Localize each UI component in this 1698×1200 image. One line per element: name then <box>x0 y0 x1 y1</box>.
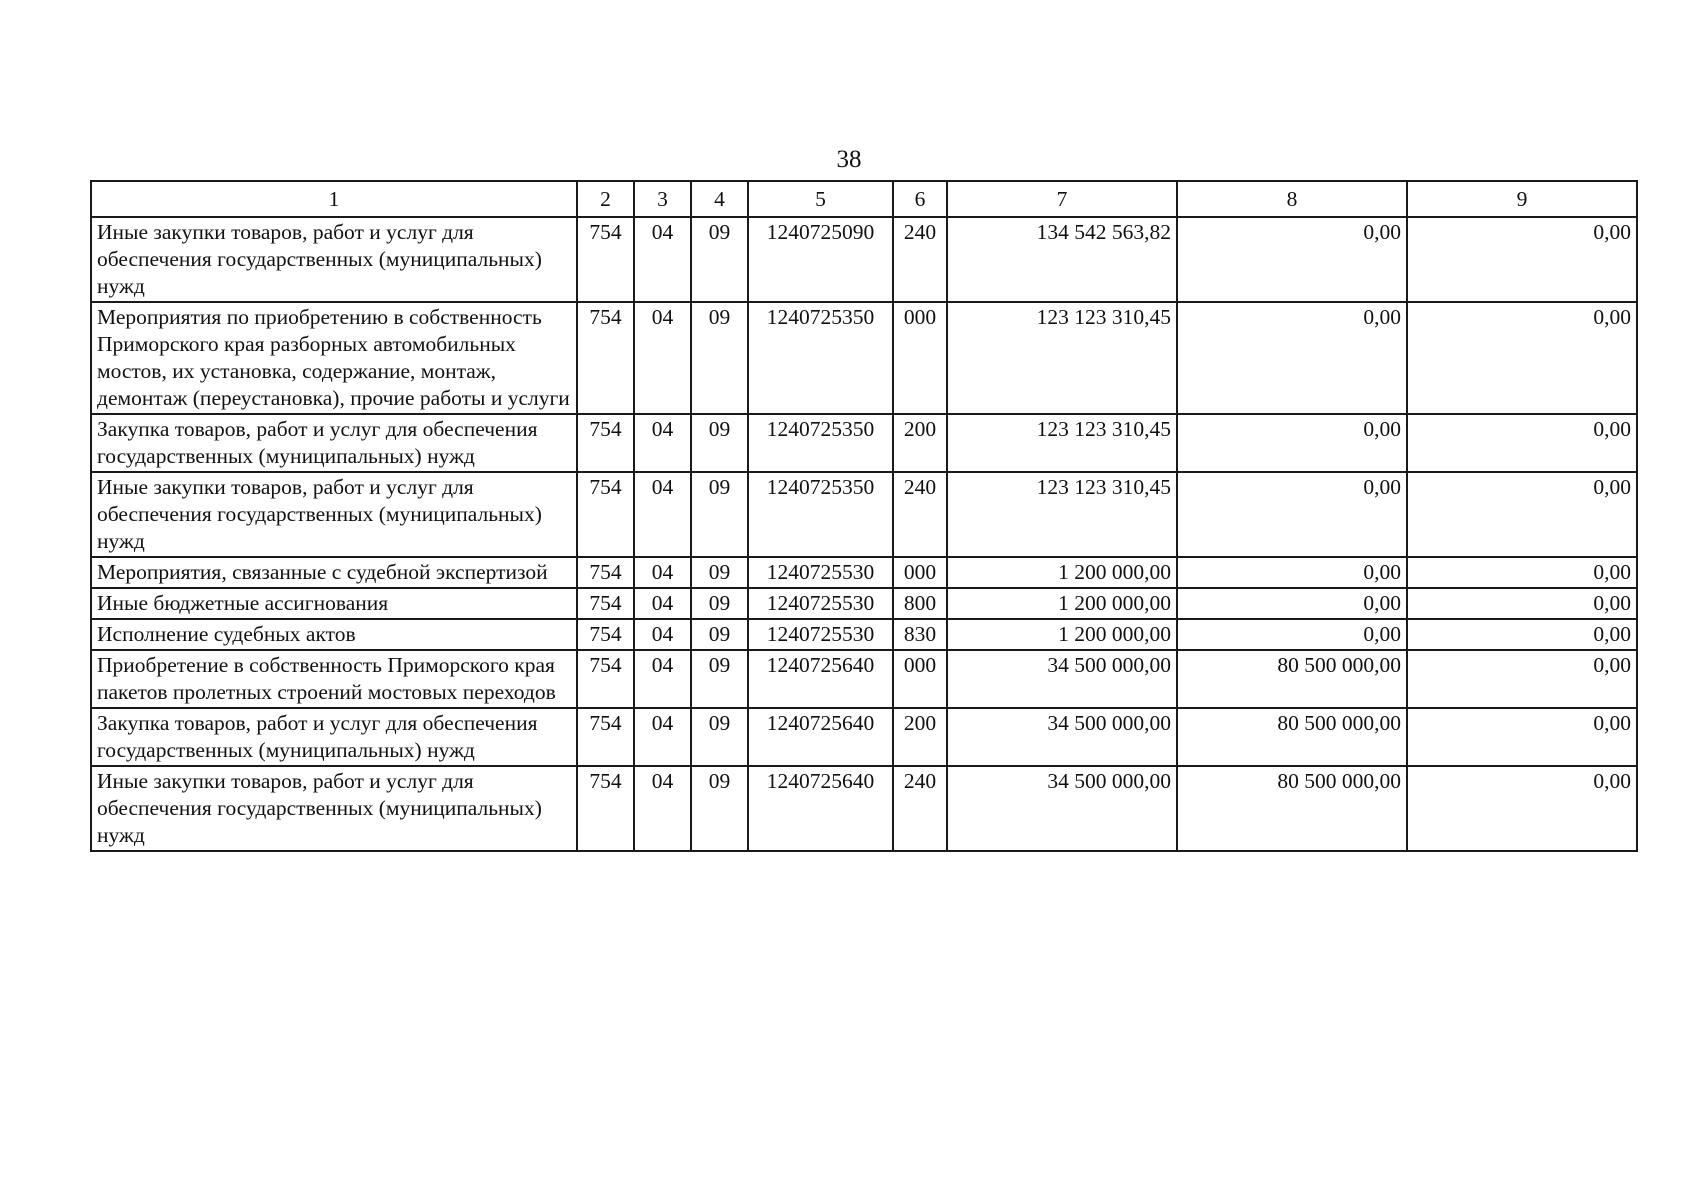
row-name-cell: Иные закупки товаров, работ и услуг для обеспечения государственных (муниципальных) нужд <box>91 766 577 851</box>
table-row <box>91 650 1637 708</box>
amount-cell-8: 0,00 <box>1177 557 1407 588</box>
code-cell-2: 754 <box>577 217 634 302</box>
code-cell-4: 09 <box>691 766 748 851</box>
amount-cell-9: 0,00 <box>1407 472 1637 557</box>
code-cell-4: 09 <box>691 708 748 766</box>
row-name-cell: Иные бюджетные ассигнования <box>91 588 577 619</box>
code-cell-2: 754 <box>577 708 634 766</box>
code-cell-6: 000 <box>893 557 947 588</box>
code-cell-5: 1240725640 <box>748 650 893 708</box>
table-row <box>91 708 1637 766</box>
amount-cell-7: 123 123 310,45 <box>947 414 1177 472</box>
code-cell-4: 09 <box>691 302 748 414</box>
page-number: 38 <box>836 146 862 173</box>
code-cell-3: 04 <box>634 414 691 472</box>
amount-cell-9: 0,00 <box>1407 414 1637 472</box>
amount-cell-9: 0,00 <box>1407 766 1637 851</box>
code-cell-5: 1240725530 <box>748 588 893 619</box>
column-header-3: 3 <box>634 181 691 217</box>
amount-cell-7: 1 200 000,00 <box>947 588 1177 619</box>
amount-cell-9: 0,00 <box>1407 217 1637 302</box>
row-name-cell: Исполнение судебных актов <box>91 619 577 650</box>
amount-cell-8: 80 500 000,00 <box>1177 650 1407 708</box>
table-row <box>91 588 1637 619</box>
amount-cell-7: 34 500 000,00 <box>947 766 1177 851</box>
code-cell-3: 04 <box>634 708 691 766</box>
column-header-4: 4 <box>691 181 748 217</box>
amount-cell-8: 80 500 000,00 <box>1177 708 1407 766</box>
amount-cell-9: 0,00 <box>1407 588 1637 619</box>
amount-cell-8: 0,00 <box>1177 472 1407 557</box>
code-cell-3: 04 <box>634 766 691 851</box>
amount-cell-9: 0,00 <box>1407 708 1637 766</box>
code-cell-5: 1240725530 <box>748 619 893 650</box>
code-cell-3: 04 <box>634 302 691 414</box>
code-cell-6: 000 <box>893 302 947 414</box>
table-row <box>91 766 1637 851</box>
column-header-5: 5 <box>748 181 893 217</box>
code-cell-2: 754 <box>577 302 634 414</box>
row-name-cell: Закупка товаров, работ и услуг для обеспечения государственных (муниципальных) нужд <box>91 414 577 472</box>
code-cell-2: 754 <box>577 766 634 851</box>
code-cell-3: 04 <box>634 557 691 588</box>
amount-cell-7: 34 500 000,00 <box>947 708 1177 766</box>
amount-cell-7: 123 123 310,45 <box>947 302 1177 414</box>
amount-cell-7: 134 542 563,82 <box>947 217 1177 302</box>
code-cell-3: 04 <box>634 650 691 708</box>
code-cell-5: 1240725640 <box>748 708 893 766</box>
amount-cell-8: 0,00 <box>1177 588 1407 619</box>
amount-cell-7: 1 200 000,00 <box>947 557 1177 588</box>
code-cell-3: 04 <box>634 619 691 650</box>
code-cell-5: 1240725090 <box>748 217 893 302</box>
code-cell-6: 200 <box>893 708 947 766</box>
code-cell-4: 09 <box>691 619 748 650</box>
row-name-cell: Закупка товаров, работ и услуг для обеспечения государственных (муниципальных) нужд <box>91 708 577 766</box>
table-body <box>91 217 1637 851</box>
table-row <box>91 217 1637 302</box>
code-cell-4: 09 <box>691 588 748 619</box>
code-cell-5: 1240725640 <box>748 766 893 851</box>
code-cell-5: 1240725530 <box>748 557 893 588</box>
code-cell-6: 240 <box>893 766 947 851</box>
row-name-cell: Мероприятия, связанные с судебной экспертизой <box>91 557 577 588</box>
amount-cell-9: 0,00 <box>1407 557 1637 588</box>
amount-cell-9: 0,00 <box>1407 650 1637 708</box>
code-cell-3: 04 <box>634 217 691 302</box>
table-row <box>91 619 1637 650</box>
code-cell-4: 09 <box>691 557 748 588</box>
column-header-8: 8 <box>1177 181 1407 217</box>
column-header-9: 9 <box>1407 181 1637 217</box>
amount-cell-8: 0,00 <box>1177 302 1407 414</box>
amount-cell-9: 0,00 <box>1407 302 1637 414</box>
code-cell-3: 04 <box>634 588 691 619</box>
row-name-cell: Мероприятия по приобретению в собственность Приморского края разборных автомобильных мостов, их установка, содержание, монтаж, демонтаж (переустановка), прочие работы и услуги <box>91 302 577 414</box>
code-cell-2: 754 <box>577 650 634 708</box>
code-cell-5: 1240725350 <box>748 414 893 472</box>
code-cell-6: 000 <box>893 650 947 708</box>
row-name-cell: Иные закупки товаров, работ и услуг для обеспечения государственных (муниципальных) нужд <box>91 472 577 557</box>
code-cell-5: 1240725350 <box>748 302 893 414</box>
column-header-2: 2 <box>577 181 634 217</box>
code-cell-4: 09 <box>691 472 748 557</box>
code-cell-3: 04 <box>634 472 691 557</box>
code-cell-2: 754 <box>577 472 634 557</box>
code-cell-4: 09 <box>691 414 748 472</box>
amount-cell-9: 0,00 <box>1407 619 1637 650</box>
column-number-row <box>91 181 1637 217</box>
code-cell-4: 09 <box>691 217 748 302</box>
code-cell-2: 754 <box>577 619 634 650</box>
table-row <box>91 302 1637 414</box>
code-cell-4: 09 <box>691 650 748 708</box>
amount-cell-8: 0,00 <box>1177 414 1407 472</box>
amount-cell-7: 123 123 310,45 <box>947 472 1177 557</box>
amount-cell-7: 34 500 000,00 <box>947 650 1177 708</box>
table-row <box>91 557 1637 588</box>
code-cell-2: 754 <box>577 557 634 588</box>
code-cell-6: 800 <box>893 588 947 619</box>
budget-table <box>90 180 1638 852</box>
code-cell-2: 754 <box>577 588 634 619</box>
row-name-cell: Приобретение в собственность Приморского края пакетов пролетных строений мостовых переходов <box>91 650 577 708</box>
code-cell-6: 240 <box>893 472 947 557</box>
code-cell-6: 830 <box>893 619 947 650</box>
column-header-1: 1 <box>91 181 577 217</box>
code-cell-6: 240 <box>893 217 947 302</box>
table-row <box>91 472 1637 557</box>
amount-cell-8: 0,00 <box>1177 217 1407 302</box>
column-header-6: 6 <box>893 181 947 217</box>
code-cell-5: 1240725350 <box>748 472 893 557</box>
code-cell-2: 754 <box>577 414 634 472</box>
amount-cell-7: 1 200 000,00 <box>947 619 1177 650</box>
code-cell-6: 200 <box>893 414 947 472</box>
amount-cell-8: 0,00 <box>1177 619 1407 650</box>
column-header-7: 7 <box>947 181 1177 217</box>
amount-cell-8: 80 500 000,00 <box>1177 766 1407 851</box>
row-name-cell: Иные закупки товаров, работ и услуг для обеспечения государственных (муниципальных) нужд <box>91 217 577 302</box>
table-row <box>91 414 1637 472</box>
